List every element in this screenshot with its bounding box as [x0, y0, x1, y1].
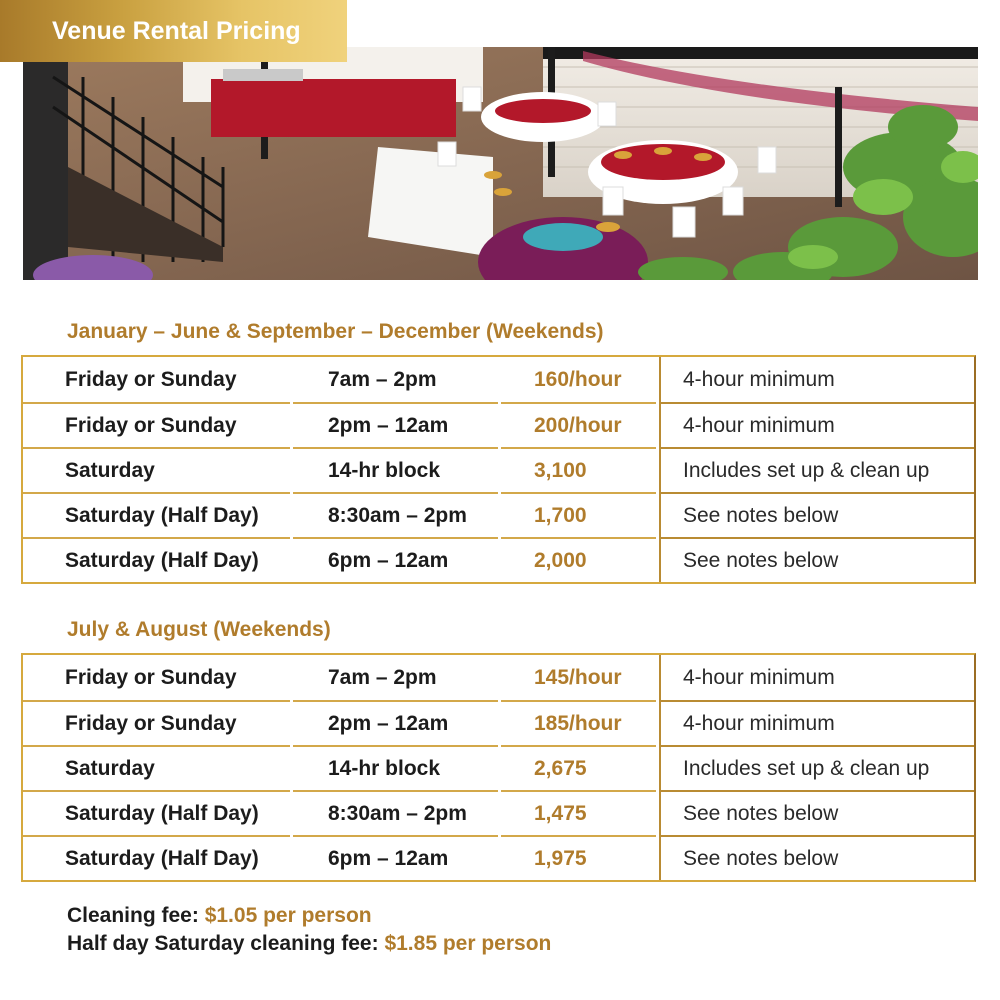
- pricing-table-summer: [21, 653, 976, 882]
- page-title: Venue Rental Pricing: [52, 16, 301, 45]
- day-cell: Saturday: [23, 745, 290, 790]
- time-cell: 2pm – 12am: [293, 700, 498, 745]
- table-row: [23, 655, 974, 700]
- venue-photo: [23, 47, 978, 280]
- price-cell: 185/hour: [501, 700, 656, 745]
- note-cell: See notes below: [659, 492, 974, 537]
- note-cell: 4-hour minimum: [659, 655, 974, 700]
- cleaning-fee-amount: $1.05 per person: [204, 904, 372, 927]
- day-cell: Saturday: [23, 447, 290, 492]
- time-cell: 7am – 2pm: [328, 367, 437, 391]
- table-row: [23, 357, 974, 402]
- table-row: [23, 700, 974, 745]
- table-row: [23, 402, 974, 447]
- section-title-regular-season: January – June & September – December (Weekends): [67, 320, 604, 343]
- time-cell: 8:30am – 2pm: [293, 790, 498, 835]
- price-cell: 1,975: [501, 835, 656, 880]
- day-cell: Saturday (Half Day): [23, 835, 290, 880]
- table-row: [23, 835, 974, 880]
- day-cell: Saturday (Half Day): [23, 492, 290, 537]
- table-row: [23, 447, 974, 492]
- note-cell: See notes below: [659, 537, 974, 582]
- table-row: [23, 537, 974, 582]
- time-cell: 14-hr block: [293, 745, 498, 790]
- note-cell: 4-hour minimum: [659, 357, 974, 402]
- section-title-summer: July & August (Weekends): [67, 618, 331, 641]
- time-cell: 14-hr block: [293, 447, 498, 492]
- day-cell: Friday or Sunday: [65, 665, 237, 689]
- pricing-table-regular-season: [21, 355, 976, 584]
- note-cell: Includes set up & clean up: [659, 447, 974, 492]
- fees-section: [67, 902, 551, 958]
- time-cell: 2pm – 12am: [293, 402, 498, 447]
- table-row: [23, 492, 974, 537]
- price-cell: 1,475: [501, 790, 656, 835]
- note-cell: See notes below: [659, 790, 974, 835]
- note-cell: See notes below: [659, 835, 974, 880]
- price-cell: 2,000: [501, 537, 656, 582]
- price-cell: 160/hour: [534, 367, 622, 391]
- price-cell: 3,100: [501, 447, 656, 492]
- time-cell: 6pm – 12am: [293, 835, 498, 880]
- time-cell: 8:30am – 2pm: [293, 492, 498, 537]
- half-day-fee-amount: $1.85 per person: [384, 932, 552, 955]
- cleaning-fee-line: [67, 902, 551, 930]
- venue-photo-illustration: [23, 47, 978, 280]
- note-cell: Includes set up & clean up: [659, 745, 974, 790]
- cleaning-fee-label: Cleaning fee:: [67, 904, 199, 927]
- table-row: [23, 745, 974, 790]
- day-cell: Friday or Sunday: [23, 402, 290, 447]
- day-cell: Saturday (Half Day): [23, 790, 290, 835]
- price-cell: 200/hour: [501, 402, 656, 447]
- half-day-fee-line: [67, 930, 551, 958]
- note-cell: 4-hour minimum: [659, 700, 974, 745]
- note-cell: 4-hour minimum: [659, 402, 974, 447]
- day-cell: Saturday (Half Day): [23, 537, 290, 582]
- time-cell: 7am – 2pm: [328, 665, 437, 689]
- page-title-banner: [0, 0, 347, 62]
- table-row: [23, 790, 974, 835]
- day-cell: Friday or Sunday: [23, 700, 290, 745]
- price-cell: 145/hour: [534, 665, 622, 689]
- day-cell: Friday or Sunday: [65, 367, 237, 391]
- time-cell: 6pm – 12am: [293, 537, 498, 582]
- price-cell: 2,675: [501, 745, 656, 790]
- price-cell: 1,700: [501, 492, 656, 537]
- half-day-fee-label: Half day Saturday cleaning fee:: [67, 932, 379, 955]
